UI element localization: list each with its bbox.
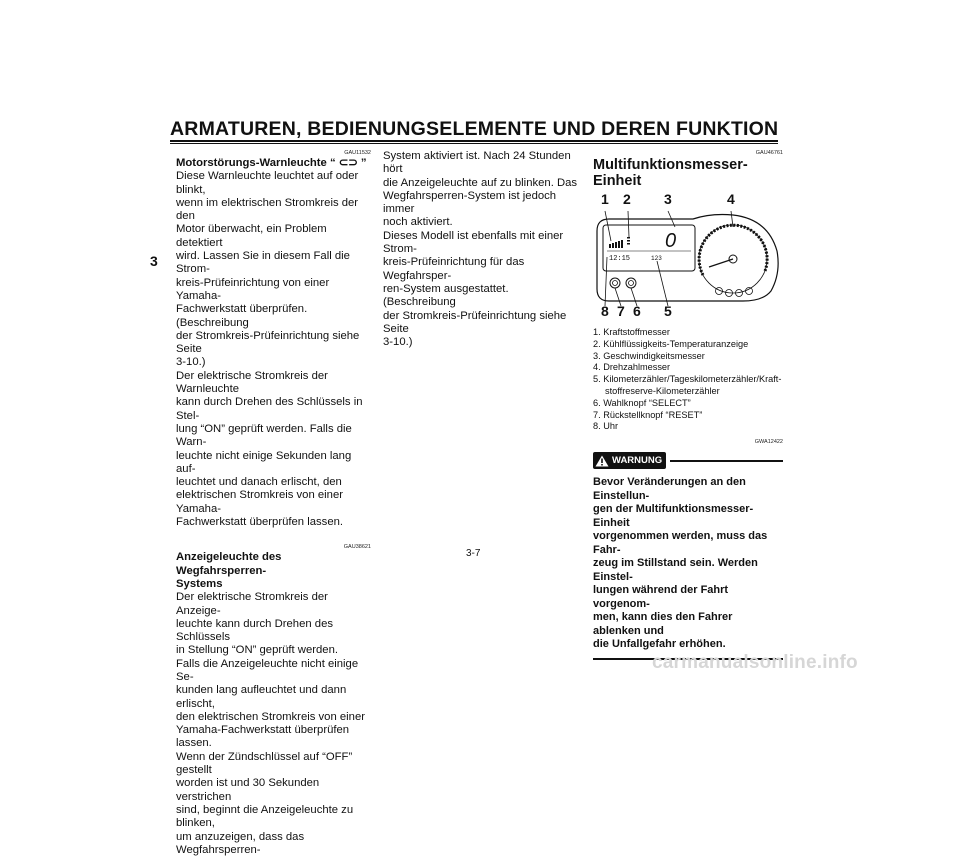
warning-code: GWA12422 bbox=[754, 439, 783, 446]
section-code: GAU38621 bbox=[343, 544, 371, 551]
instrument-cluster-figure bbox=[593, 193, 783, 323]
legend-item: 3. Geschwindigkeitsmesser bbox=[593, 350, 705, 361]
column-3 bbox=[593, 150, 783, 660]
section-code: GAU46761 bbox=[755, 150, 783, 156]
callout-7: 7 bbox=[617, 303, 625, 319]
warning-box bbox=[593, 452, 783, 660]
speed-digit: 0 bbox=[665, 230, 677, 252]
odometer-display: 123 bbox=[651, 255, 662, 262]
callout-5: 5 bbox=[664, 303, 672, 319]
callout-8: 8 bbox=[601, 303, 609, 319]
callout-6: 6 bbox=[633, 303, 641, 319]
section-code: GAU11532 bbox=[344, 150, 371, 156]
chapter-tab: 3 bbox=[150, 253, 158, 269]
column-2 bbox=[383, 150, 578, 349]
page-number: 3-7 bbox=[466, 548, 481, 559]
warning-text: Bevor Veränderungen an den Einstellun- gen der Multifunktionsmesser-Einheit vorgenommen werden, muss das Fahr- zeug im Stillstand sein. Werden Einstel- lungen während der Fahrt vorgenom- men, kann dies den Fahrer ablenken und die Unfallgefahr erhöhen. bbox=[593, 476, 768, 651]
legend-item: 6. Wahlknopf “SELECT” bbox=[593, 397, 691, 408]
legend-item: 2. Kühlflüssigkeits-Temperaturanzeige bbox=[593, 338, 749, 349]
warning-triangle-icon bbox=[595, 455, 609, 467]
warning-rule bbox=[670, 460, 783, 462]
title-rule bbox=[170, 140, 778, 142]
watermark: carmanualsonline.info bbox=[652, 652, 858, 673]
callout-1: 1 bbox=[601, 191, 609, 207]
warning-header bbox=[593, 452, 783, 469]
legend-item: 5. Kilometerzähler/Tageskilometerzähler/Kraft- stoffreserve-Kilometerzähler bbox=[593, 374, 782, 396]
warning-badge bbox=[593, 452, 666, 469]
legend-item: 8. Uhr bbox=[593, 421, 619, 432]
page-title: ARMATUREN, BEDIENUNGSELEMENTE UND DEREN FUNKTION bbox=[170, 118, 779, 140]
clock-display: 12:15 bbox=[609, 255, 631, 263]
legend-item: 4. Drehzahlmesser bbox=[593, 362, 671, 373]
section-body: Diese Warnleuchte leuchtet auf oder blinkt, wenn im elektrischen Stromkreis der den Motor überwacht, ein Problem detektiert wird. Lassen Sie in diesem Fall die Strom- kreis-Prüfeinrichtung von einer Yamaha- Fachwerkstatt überprüfen. (Beschreibung der Stromkreis-Prüfeinrichtung siehe Seite 3-10.) Der elektrische Stromkreis der Warnleuchte kann durch Drehen des Schlüssels in Stel- lung “ON” geprüft werden. Falls die Warn- leuchte nicht einige Sekunden lang auf- leuchtet und danach erlischt, den elektrischen Stromkreis von einer Yamaha- Fachwerkstatt überprüfen lassen. bbox=[176, 170, 363, 529]
instrument-cluster-drawing bbox=[593, 211, 783, 306]
warning-label: WARNUNG bbox=[612, 455, 663, 467]
section-heading-immobilizer: Anzeigeleuchte des Wegfahrsperren- Systems bbox=[176, 551, 282, 590]
callout-2: 2 bbox=[623, 191, 631, 207]
callout-3: 3 bbox=[664, 191, 672, 207]
section-body-continued: System aktiviert ist. Nach 24 Stunden hört die Anzeigeleuchte auf zu blinken. Das Wegfahrsperren-System ist jedoch immer noch aktiviert. Dieses Modell ist ebenfalls mit einer Strom- kreis-Prüfeinrichtung für das Wegfahrsper- ren-System ausgestattet. (Beschreibung der Stromkreis-Prüfeinrichtung siehe Seite 3-10.) bbox=[383, 150, 578, 349]
legend-item: 7. Rückstellknopf “RESET” bbox=[593, 409, 703, 420]
legend-item: 1. Kraftstoffmesser bbox=[593, 327, 670, 337]
title-rule-thin bbox=[170, 143, 778, 144]
callout-4: 4 bbox=[727, 191, 735, 207]
column-1 bbox=[176, 150, 371, 857]
section-heading-warning-light: Motorstörungs-Warnleuchte “ ⊂⊃ ” bbox=[176, 157, 367, 169]
section-body: Der elektrische Stromkreis der Anzeige- leuchte kann durch Drehen des Schlüssels in Stellung “ON” geprüft werden. Falls die Anzeigeleuchte nicht einige Se- kunden lang aufleuchtet und dann erlischt, den elektrischen Stromkreis von einer Yamaha-Fachwerkstatt überprüfen lassen. Wenn der Zündschlüssel auf “OFF” gestellt worden ist und 30 Sekunden verstrichen sind, beginnt die Anzeigeleuchte zu blinken, um anzuzeigen, dass das Wegfahrsperren- bbox=[176, 591, 365, 856]
section-heading-multifunction: Multifunktionsmesser-Einheit bbox=[593, 157, 748, 189]
figure-legend bbox=[593, 327, 783, 433]
